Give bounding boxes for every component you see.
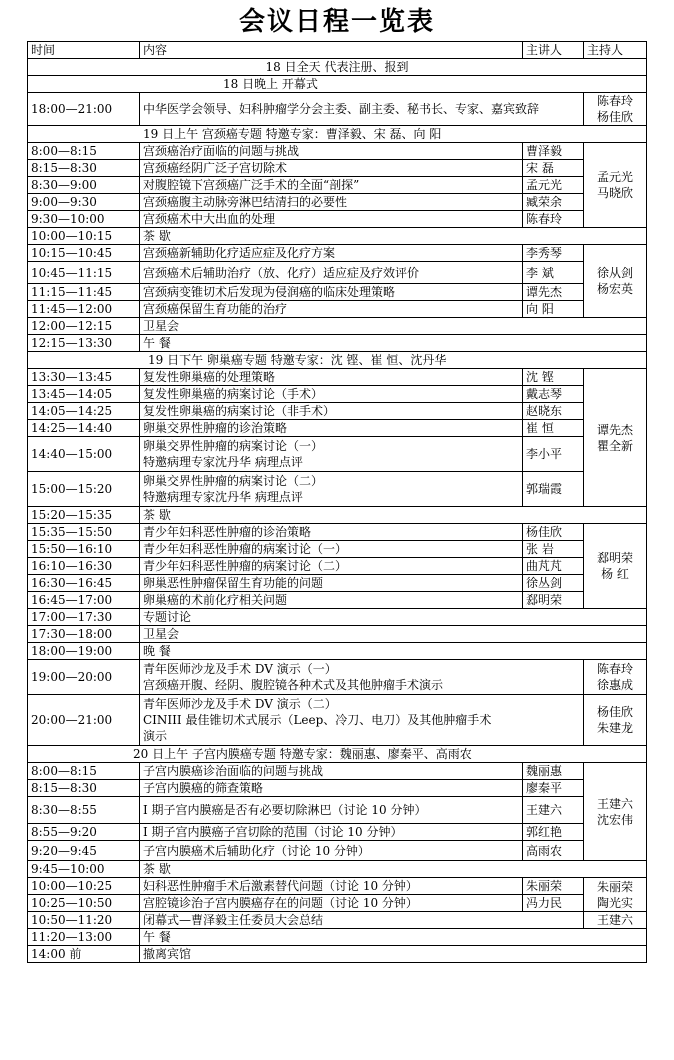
header-content: 内容 bbox=[140, 42, 523, 59]
table-row: 14:25—14:40 卵巢交界性肿瘤的诊治策略 崔 恒 bbox=[28, 420, 647, 437]
table-row: 13:45—14:05 复发性卵巢癌的病案讨论（手术） 戴志琴 bbox=[28, 386, 647, 403]
opening-row bbox=[28, 93, 647, 126]
table-row: 8:30—8:55 I 期子宫内膜癌是否有必要切除淋巴（讨论 10 分钟） 王建六 bbox=[28, 797, 647, 824]
table-row: 18:00—19:00 晚 餐 bbox=[28, 643, 647, 660]
day18-evening-banner: 18 日晚上 开幕式 bbox=[28, 76, 647, 93]
day19am-banner: 19 日上午 宫颈癌专题 特邀专家：曹泽毅、宋 磊、向 阳 bbox=[28, 126, 647, 143]
table-row: 10:25—10:50 宫腔镜诊治子宫内膜癌存在的问题（讨论 10 分钟） 冯力民 bbox=[28, 895, 647, 912]
day20am-hosts-b: 朱丽荣 陶光实 bbox=[584, 878, 647, 912]
page-title: 会议日程一览表 bbox=[238, 7, 435, 37]
table-row: 16:45—17:00 卵巢癌的术前化疗相关问题 郄明荣 bbox=[28, 592, 647, 609]
table-row: 9:20—9:45 子宫内膜癌术后辅助化疗（讨论 10 分钟） 高雨农 bbox=[28, 841, 647, 861]
closing-host: 王建六 bbox=[584, 912, 647, 929]
table-row: 8:55—9:20 I 期子宫内膜癌子宫切除的范围（讨论 10 分钟） 郭红艳 bbox=[28, 824, 647, 841]
day20am-banner: 20 日上午 子宫内膜癌专题 特邀专家：魏丽惠、廖秦平、高雨农 bbox=[28, 746, 647, 763]
table-row: 15:00—15:20 卵巢交界性肿瘤的病案讨论（二） 特邀病理专家沈丹华 病理点评 郭瑞霞 bbox=[28, 472, 647, 507]
day20am-hosts-a: 王建六 沈宏伟 bbox=[584, 763, 647, 861]
day19pm-hosts-a: 谭先杰 瞿全新 bbox=[584, 369, 647, 507]
table-row: 14:40—15:00 卵巢交界性肿瘤的病案讨论（一） 特邀病理专家沈丹华 病理点评 李小平 bbox=[28, 437, 647, 472]
table-row: 8:30—9:00 对腹腔镜下宫颈癌广泛手术的全面“剖探” 孟元光 bbox=[28, 177, 647, 194]
table-row: 8:15—8:30 子宫内膜癌的筛查策略 廖秦平 bbox=[28, 780, 647, 797]
day19pm-banner: 19 日下午 卵巢癌专题 特邀专家：沈 铿、崔 恒、沈丹华 bbox=[28, 352, 647, 369]
table-row: 9:45—10:00 茶 歇 bbox=[28, 861, 647, 878]
closing-row: 10:50—11:20 闭幕式—曹泽毅主任委员大会总结 王建六 bbox=[28, 912, 647, 929]
table-row: 8:00—8:15 子宫内膜癌诊治面临的问题与挑战 魏丽惠 王建六 沈宏伟 bbox=[28, 763, 647, 780]
table-row: 11:20—13:00 午 餐 bbox=[28, 929, 647, 946]
day18-allday-banner: 18 日全天 代表注册、报到 bbox=[28, 59, 647, 76]
day19am-hosts-b: 徐从剑 杨宏英 bbox=[584, 245, 647, 318]
table-row: 15:20—15:35 茶 歇 bbox=[28, 507, 647, 524]
table-row: 10:00—10:25 妇科恶性肿瘤手术后激素替代问题（讨论 10 分钟） 朱丽荣 朱丽荣 陶光实 bbox=[28, 878, 647, 895]
table-row: 14:00 前 撤离宾馆 bbox=[28, 946, 647, 963]
table-row: 15:35—15:50 青少年妇科恶性肿瘤的诊治策略 杨佳欣 郄明荣 杨 红 bbox=[28, 524, 647, 541]
table-row: 8:15—8:30 宫颈癌经阴广泛子宫切除术 宋 磊 bbox=[28, 160, 647, 177]
table-row: 15:50—16:10 青少年妇科恶性肿瘤的病案讨论（一） 张 岩 bbox=[28, 541, 647, 558]
salon2-hosts: 杨佳欣 朱建龙 bbox=[584, 695, 647, 746]
table-row: 14:05—14:25 复发性卵巢癌的病案讨论（非手术） 赵晓东 bbox=[28, 403, 647, 420]
day19pm-hosts-b: 郄明荣 杨 红 bbox=[584, 524, 647, 609]
table-row: 17:00—17:30 专题讨论 bbox=[28, 609, 647, 626]
day19am-hosts-a: 孟元光 马晓欣 bbox=[584, 143, 647, 228]
header-host: 主持人 bbox=[584, 42, 647, 59]
table-row: 10:45—11:15 宫颈癌术后辅助治疗（放、化疗）适应症及疗效评价 李 斌 bbox=[28, 262, 647, 284]
table-row: 16:10—16:30 青少年妇科恶性肿瘤的病案讨论（二） 曲芃芃 bbox=[28, 558, 647, 575]
header-time: 时间 bbox=[28, 42, 140, 59]
table-row: 11:45—12:00 宫颈癌保留生育功能的治疗 向 阳 bbox=[28, 301, 647, 318]
table-row: 12:15—13:30 午 餐 bbox=[28, 335, 647, 352]
salon2-row: 20:00—21:00 青年医师沙龙及手术 DV 演示（二） CINIII 最佳锥切术式展示（Leep、冷刀、电刀）及其他肿瘤手术演示 杨佳欣 朱建龙 bbox=[28, 695, 647, 746]
opening-time: 18:00—21:00 bbox=[28, 93, 140, 126]
table-row: 10:15—10:45 宫颈癌新辅助化疗适应症及化疗方案 李秀琴 徐从剑 杨宏英 bbox=[28, 245, 647, 262]
opening-content: 中华医学会领导、妇科肿瘤学分会主委、副主委、秘书长、专家、嘉宾致辞 bbox=[140, 93, 584, 126]
table-row: 16:30—16:45 卵巢恶性肿瘤保留生育功能的问题 徐丛剑 bbox=[28, 575, 647, 592]
table-row: 9:30—10:00 宫颈癌术中大出血的处理 陈春玲 bbox=[28, 211, 647, 228]
opening-hosts: 陈春玲 杨佳欣 bbox=[584, 93, 647, 126]
table-row: 11:15—11:45 宫颈病变锥切术后发现为侵润癌的临床处理策略 谭先杰 bbox=[28, 284, 647, 301]
table-row: 17:30—18:00 卫星会 bbox=[28, 626, 647, 643]
table-row: 13:30—13:45 复发性卵巢癌的处理策略 沈 铿 谭先杰 瞿全新 bbox=[28, 369, 647, 386]
header-row bbox=[28, 42, 647, 59]
table-row: 10:00—10:15 茶 歇 bbox=[28, 228, 647, 245]
header-speaker: 主讲人 bbox=[523, 42, 584, 59]
salon1-hosts: 陈春玲 徐惠成 bbox=[584, 660, 647, 695]
schedule-table bbox=[27, 41, 647, 963]
salon1-row: 19:00—20:00 青年医师沙龙及手术 DV 演示（一） 宫颈癌开腹、经阴、腹腔镜各种术式及其他肿瘤手术演示 陈春玲 徐惠成 bbox=[28, 660, 647, 695]
table-row: 12:00—12:15 卫星会 bbox=[28, 318, 647, 335]
table-row: 9:00—9:30 宫颈癌腹主动脉旁淋巴结清扫的必要性 臧荣余 bbox=[28, 194, 647, 211]
table-row: 8:00—8:15 宫颈癌治疗面临的问题与挑战 曹泽毅 孟元光 马晓欣 bbox=[28, 143, 647, 160]
